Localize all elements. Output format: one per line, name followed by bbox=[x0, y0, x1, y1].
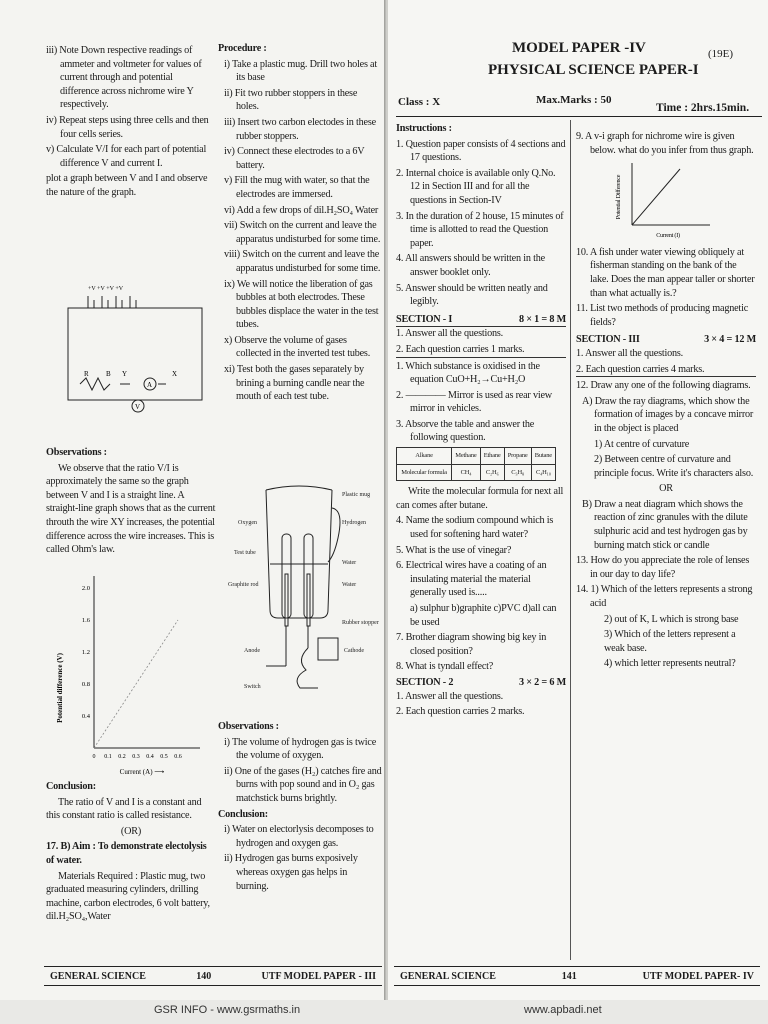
vi-xtick-label: 0.3 bbox=[132, 754, 140, 760]
alkane-table-header bbox=[397, 448, 556, 465]
ohms-circuit-diagram bbox=[62, 278, 210, 418]
question-12a: A) Draw the ray diagrams, which show the formation of images by a concave mirror in the object is placed bbox=[582, 395, 754, 434]
table-cell: Ethane bbox=[480, 448, 504, 465]
watermark-left: GSR INFO - www.gsrmaths.in bbox=[154, 1004, 301, 1016]
procedure-step: xi) Test both the gases separately by brining a burning candle near the mouth of each test tube. bbox=[224, 364, 365, 403]
instruction-item: 3. In the duration of 2 house, 15 minutes of time is allotted to read the Question paper. bbox=[396, 210, 564, 249]
section-1-header bbox=[396, 313, 566, 328]
question-6: 6. Electrical wires have a coating of an insulating material the material generally used is..... bbox=[396, 560, 547, 599]
observations-text: We observe that the ratio V/I is approximately the same so the graph between V and I is a straight line. A straight-line graph shows that as the current throuth the wire XY increases, the potential difference across the wire increases. This is called Ohm's law. bbox=[46, 462, 216, 556]
section-2-title: SECTION - 2 bbox=[396, 676, 454, 688]
alkane-table bbox=[396, 447, 556, 481]
right-footer-page-number: 141 bbox=[561, 970, 577, 982]
procedure-step: vii) Switch on the current and leave the apparatus undisturbed for some time. bbox=[224, 220, 381, 245]
question-12: 12. Draw any one of the following diagrams. bbox=[576, 380, 751, 392]
section-1-title: SECTION - I bbox=[396, 313, 453, 325]
section-3-note: 1. Answer all the questions. bbox=[576, 347, 684, 359]
circuit-voltmeter-label: V bbox=[135, 403, 141, 411]
table-cell: C₂H₆ bbox=[480, 464, 504, 481]
left-col-2b bbox=[218, 720, 382, 895]
vi-line bbox=[94, 620, 178, 748]
procedure-step: ix) We will notice the liberation of gas bubbles at both electrodes. These bubbles displace the water in the test tubes. bbox=[224, 278, 379, 331]
procedure-step: iii) Insert two carbon electodes in these rubber stoppers. bbox=[224, 116, 376, 142]
table-cell: CH₄ bbox=[452, 464, 481, 481]
section-2-header bbox=[396, 676, 566, 690]
procedure-step: viii) Switch on the current and leave the apparatus undisturbed for some time. bbox=[224, 249, 381, 274]
procedure-step: vi) Add a few drops of dil.H₂SO₄ Water bbox=[224, 204, 379, 216]
observations-title: Observations : bbox=[46, 447, 107, 458]
section-3-title: SECTION - III bbox=[576, 334, 640, 346]
label-cathode: Cathode bbox=[344, 648, 364, 654]
section-3-marks: 3 × 4 = 12 M bbox=[704, 334, 756, 346]
section-1-marks: 8 × 1 = 8 M bbox=[518, 313, 566, 325]
left-col-1c bbox=[46, 780, 216, 926]
label-water-1: Water bbox=[342, 560, 357, 566]
right-footer-subject: GENERAL SCIENCE bbox=[400, 970, 496, 982]
observation2-item: ii) One of the gases (H₂) catches fire and burns with pop sound and in O₂ gas matchstick burns brightly. bbox=[224, 765, 382, 804]
nichrome-graph-ylabel: Potential Difference bbox=[616, 175, 622, 220]
question-14-part: 4) which letter represents neutral? bbox=[604, 658, 736, 670]
step-v: v) Calculate V/I for each part of potential difference V and current I. bbox=[46, 144, 207, 169]
vi-xtick-label: 0 bbox=[92, 754, 96, 760]
paper-title: MODEL PAPER -IV bbox=[512, 40, 646, 56]
table-cell: Butane bbox=[531, 448, 555, 465]
label-rubber-stopper: Rubber stopper bbox=[342, 620, 379, 626]
vi-ytick-label: 0.4 bbox=[81, 713, 90, 720]
step-iii: iii) Note Down respective readings of ammeter and voltmeter for values of current through and potential difference across nichrome wire Y respectively. bbox=[46, 45, 202, 111]
vi-xtick-label: 0.5 bbox=[160, 754, 168, 760]
max-marks: Max.Marks : 50 bbox=[536, 94, 612, 106]
question-8: 8. What is tyndall effect? bbox=[396, 661, 494, 673]
instruction-item: 4. All answers should be written in the answer booklet only. bbox=[396, 253, 545, 278]
table-cell: C₄H₁₀ bbox=[531, 464, 555, 481]
instruction-item: 5. Answer should be written neatly and legibly. bbox=[396, 282, 548, 308]
label-hydrogen: Hydrogen bbox=[342, 520, 366, 526]
question-3-followup: Write the molecular formula for next all can comes after butane. bbox=[396, 486, 564, 511]
vi-xtick-label: 0.1 bbox=[104, 754, 112, 760]
question-4: 4. Name the sodium compound which is used for softening hard water? bbox=[396, 515, 554, 541]
plot-note: plot a graph between V and I and observe the nature of the graph. bbox=[46, 173, 208, 198]
aim-text: 17. B) Aim : To demonstrate electolysis of water. bbox=[46, 841, 207, 866]
instruction-item: 2. Internal choice is available only Q.No. 12 in Section III and for all the questions in Section-IV bbox=[396, 167, 556, 206]
section-2-note: 1. Answer all the questions. bbox=[396, 690, 504, 702]
question-14-part: 3) Which of the letters represent a weak base. bbox=[604, 629, 736, 654]
step-iv: iv) Repeat steps using three cells and then four cells series. bbox=[46, 114, 209, 140]
vi-ytick-label: 1.2 bbox=[81, 649, 90, 656]
observation2-item: i) The volume of hydrogen gas is twice the volume of oxygen. bbox=[224, 736, 377, 762]
right-col-2 bbox=[576, 130, 756, 673]
section-3-note: 2. Each question carries 4 marks. bbox=[576, 363, 756, 378]
right-footer-paper: UTF MODEL PAPER- IV bbox=[642, 970, 754, 982]
left-col-2 bbox=[218, 42, 382, 406]
materials-text: Materials Required : Plastic mug, two graduated measuring cylinders, drilling machine, carbon electrodes, 6 volt battery, dil.H₂SO₄,Water bbox=[46, 870, 210, 923]
left-col-1b bbox=[46, 446, 216, 559]
table-cell: Molecular formula bbox=[397, 464, 452, 481]
table-cell: C₃H₈ bbox=[504, 464, 531, 481]
procedure-step: v) Fill the mug with water, so that the electrodes are immersed. bbox=[224, 175, 370, 200]
left-footer-paper: UTF MODEL PAPER - III bbox=[261, 970, 376, 982]
question-14-part: 2) out of K, L which is strong base bbox=[604, 613, 739, 625]
label-switch: Switch bbox=[244, 684, 261, 690]
circuit-x-label: X bbox=[172, 370, 178, 378]
label-anode: Anode bbox=[244, 648, 260, 654]
question-7: 7. Brother diagram showing big key in closed position? bbox=[396, 632, 547, 657]
vi-ytick-label: 0.8 bbox=[81, 681, 90, 688]
nichrome-graph-xlabel: Current (I) bbox=[656, 233, 680, 240]
table-cell: Alkane bbox=[397, 448, 452, 465]
watermark-bar bbox=[0, 1000, 768, 1024]
vi-ylabel: Potential difference (V) bbox=[56, 653, 64, 723]
left-page bbox=[0, 0, 386, 1000]
circuit-ammeter-label: A bbox=[147, 381, 153, 389]
conclusion2-item: i) Water on electorlysis decomposes to hydrogen and oxygen gas. bbox=[224, 824, 374, 849]
table-cell: Methane bbox=[452, 448, 481, 465]
table-cell: Propane bbox=[504, 448, 531, 465]
label-graphite-rod: Graphite rod bbox=[228, 582, 259, 588]
vi-graph bbox=[50, 568, 210, 778]
or-label: (OR) bbox=[120, 825, 142, 837]
question-3: 3. Absorve the table and answer the following question. bbox=[396, 418, 535, 444]
nichrome-vi-graph bbox=[606, 159, 716, 241]
electrolysis-diagram bbox=[226, 478, 382, 706]
instructions-title: Instructions : bbox=[396, 123, 452, 134]
left-footer-page-number: 140 bbox=[196, 970, 212, 982]
question-9: 9. A v-i graph for nichrome wire is given below. what do you infer from thus graph. bbox=[576, 131, 754, 156]
circuit-y-label: Y bbox=[122, 370, 128, 378]
label-plastic-mug: Plastic mug bbox=[342, 492, 371, 498]
question-11: 11. List two methods of producing magnetic fields? bbox=[576, 303, 749, 328]
right-col-1 bbox=[396, 122, 566, 721]
procedure-title: Procedure : bbox=[218, 43, 267, 54]
vi-ytick-label: 1.6 bbox=[81, 617, 90, 624]
right-footer bbox=[394, 966, 760, 986]
circuit-r-label: R bbox=[84, 370, 89, 378]
left-footer bbox=[44, 966, 382, 986]
class-label: Class : X bbox=[398, 96, 441, 108]
conclusion-title: Conclusion: bbox=[46, 781, 96, 792]
question-2: 2. ———— Mirror is used as rear view mirror in vehicles. bbox=[396, 389, 552, 415]
procedure-step: ii) Fit two rubber stoppers in these holes. bbox=[224, 87, 358, 113]
time-label: Time : 2hrs.15min. bbox=[656, 102, 750, 114]
paper-subtitle: PHYSICAL SCIENCE PAPER-I bbox=[488, 62, 699, 78]
vi-xlabel: Current (A) ⟶ bbox=[119, 768, 165, 776]
header-rule bbox=[396, 116, 762, 117]
section-3-header bbox=[576, 333, 756, 347]
question-12b: B) Draw a neat diagram which shows the reaction of zinc granules with the dilute sulphuric acid and test hydrogen gas by burning match stick or candle bbox=[582, 498, 748, 551]
observations2-title: Observations : bbox=[218, 721, 279, 732]
question-12-or: OR bbox=[659, 483, 673, 495]
question-12a-option: 2) Between centre of curvature and principle focus. Write it's characters also. bbox=[594, 454, 754, 479]
conclusion2-title: Conclusion: bbox=[218, 808, 268, 820]
circuit-cells-label: +V +V +V +V bbox=[88, 286, 124, 292]
question-1: 1. Which substance is oxidised in the equation CuO+H₂→Cu+H₂O bbox=[396, 360, 540, 386]
label-water-2: Water bbox=[342, 582, 357, 588]
vi-xtick-label: 0.2 bbox=[118, 754, 126, 760]
question-14: 14. 1) Which of the letters represents a strong acid bbox=[576, 584, 753, 610]
label-oxygen: Oxygen bbox=[238, 520, 257, 526]
alkane-table-row bbox=[397, 464, 556, 481]
question-6-options: a) sulphur b)graphite c)PVC d)all can be used bbox=[410, 603, 557, 628]
section-2-note: 2. Each question carries 2 marks. bbox=[396, 706, 525, 718]
column-divider bbox=[570, 120, 571, 960]
left-footer-subject: GENERAL SCIENCE bbox=[50, 970, 146, 982]
label-test-tube: Test tube bbox=[234, 550, 256, 556]
vi-xtick-label: 0.4 bbox=[146, 754, 154, 760]
section-1-note: 2. Each question carries 1 marks. bbox=[396, 343, 566, 358]
question-10: 10. A fish under water viewing obliquely at fisherman standing on the bank of the lake. Does the man appear taller or shorter than what actually is.? bbox=[576, 246, 755, 299]
watermark-right: www.apbadi.net bbox=[524, 1004, 602, 1016]
paper-code: (19E) bbox=[708, 48, 734, 60]
vi-ytick-label: 2.0 bbox=[81, 585, 90, 592]
conclusion-text: The ratio of V and I is a constant and this constant ratio is called resistance. bbox=[46, 796, 202, 822]
vi-xtick-label: 0.6 bbox=[174, 754, 182, 760]
question-13: 13. How do you appreciate the role of lenses in our day to day life? bbox=[576, 555, 750, 580]
procedure-step: i) Take a plastic mug. Drill two holes at its base bbox=[224, 58, 378, 84]
instruction-item: 1. Question paper consists of 4 sections and 17 questions. bbox=[396, 138, 566, 164]
procedure-step: x) Observe the volume of gases collected in the inverted test tubes. bbox=[224, 334, 371, 360]
section-2-marks: 3 × 2 = 6 M bbox=[518, 676, 566, 688]
question-5: 5. What is the use of vinegar? bbox=[396, 544, 512, 556]
circuit-b-label: B bbox=[106, 370, 111, 378]
conclusion2-item: ii) Hydrogen gas burns exposively whereas oxygen gas helps in burning. bbox=[224, 853, 358, 892]
section-1-note: 1. Answer all the questions. bbox=[396, 328, 504, 340]
left-col-1 bbox=[46, 44, 214, 202]
question-12a-option: 1) At centre of curvature bbox=[594, 438, 690, 450]
right-page bbox=[388, 0, 768, 1000]
procedure-step: iv) Connect these electrodes to a 6V battery. bbox=[224, 146, 365, 171]
